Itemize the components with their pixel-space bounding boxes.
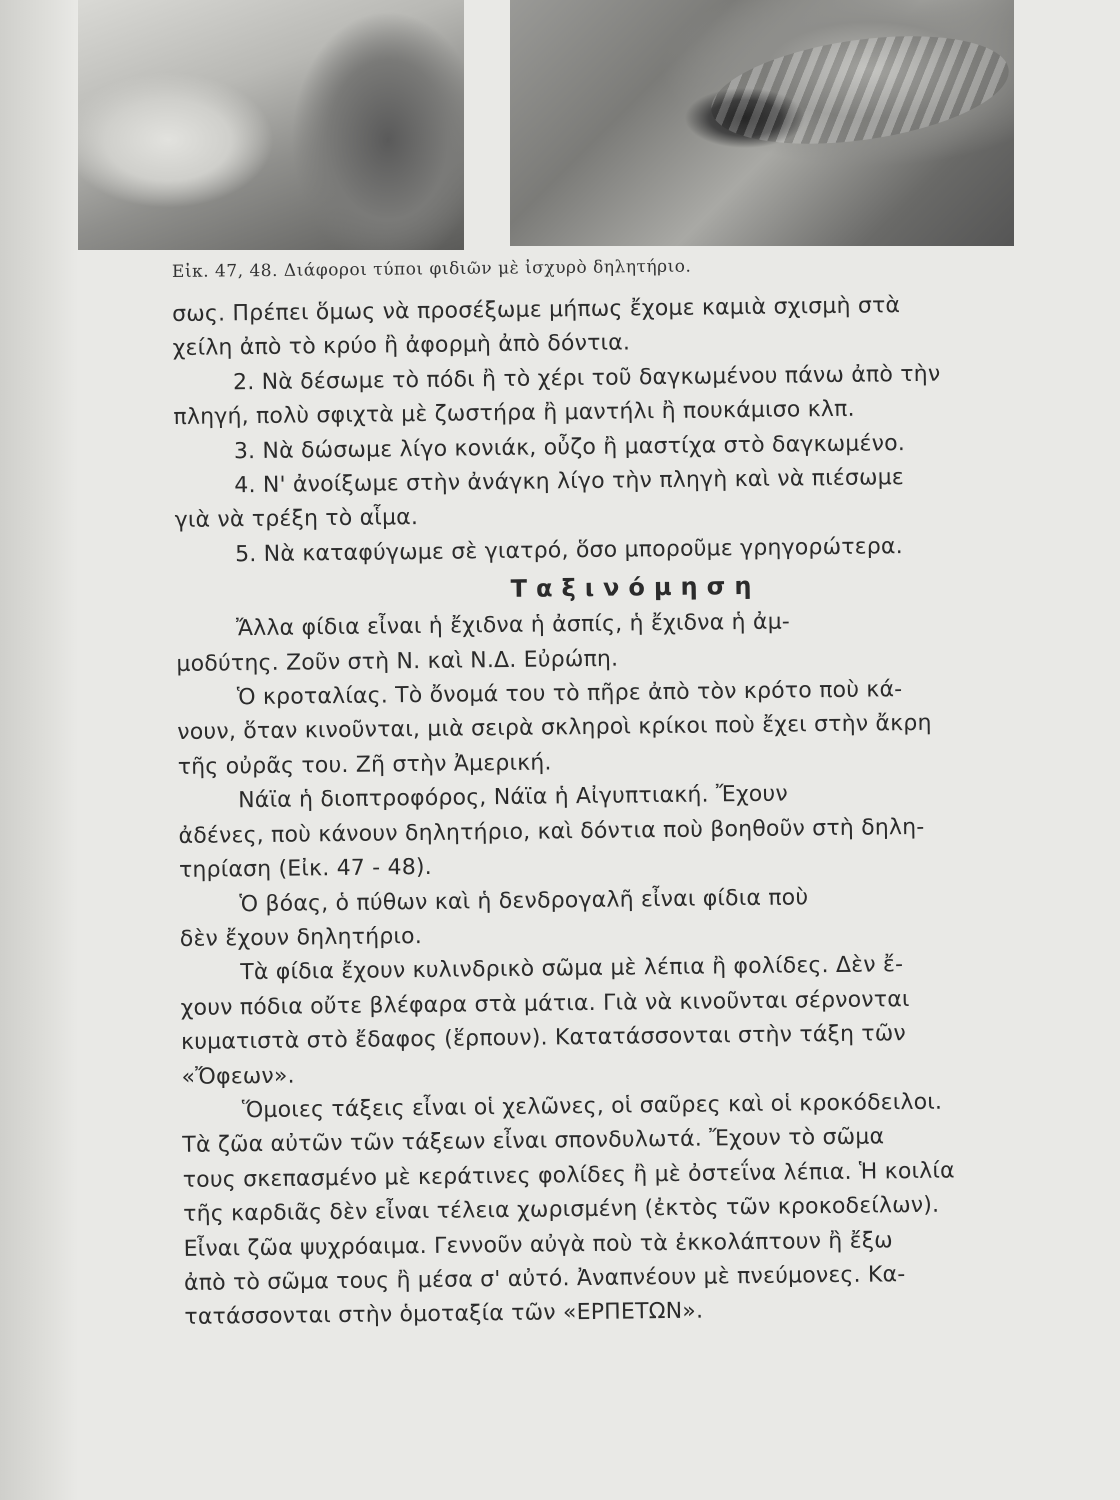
list-item: 5. Νὰ καταφύγωμε σὲ γιατρό, ὅσο μποροῦμε γρηγορώτερα. <box>234 533 904 568</box>
paragraph-line: Ὁ κροταλίας. Τὸ ὄνομά του τὸ πῆρε ἀπὸ τὸν κρότο ποὺ κά- <box>236 677 903 711</box>
list-item: 2. Νὰ δέσωμε τὸ πόδι ἢ τὸ χέρι τοῦ δαγκωμένου πάνω ἀπὸ τὴν <box>232 361 941 396</box>
section-heading: Ταξινόμηση <box>510 572 761 604</box>
paragraph-line: χείλη ἀπὸ τὸ κρύο ἢ ἀφορμὴ ἀπὸ δόντια. <box>172 330 631 362</box>
paragraph-line: τηρίαση (Εἰκ. 47 - 48). <box>178 854 433 884</box>
paragraph-line: Εἶναι ζῶα ψυχρόαιμα. Γεννοῦν αὐγὰ ποὺ τὰ ἐκκολάπτουν ἢ ἔξω <box>183 1227 893 1262</box>
paragraph-line: ἀπὸ τὸ σῶμα τους ἢ μέσα σ' αὐτό. Ἀναπνέουν μὲ πνεύμονες. Κα- <box>183 1262 906 1296</box>
paragraph-line: μοδύτης. Ζοῦν στὴ Ν. καὶ Ν.Δ. Εὐρώπη. <box>176 646 619 677</box>
paragraph-line: τους σκεπασμένο μὲ κεράτινες φολίδες ἢ μὲ ὀστεΐνα λέπια. Ἡ κοιλία <box>182 1158 955 1193</box>
paragraph-line: Ὁ βόας, ὁ πύθων καὶ ἡ δενδρογαλῆ εἶναι φίδια ποὺ <box>239 884 809 917</box>
paragraph-line: Νάϊα ἡ διοπτροφόρος, Νάϊα ἡ Αἰγυπτιακή. Ἔχουν <box>237 781 789 814</box>
paragraph-line: Τὰ φίδια ἔχουν κυλινδρικὸ σῶμα μὲ λέπια ἢ φολίδες. Δὲν ἔ- <box>240 952 904 986</box>
paragraph-line: ἀδένες, ποὺ κάνουν δηλητήριο, καὶ δόντια ποὺ βοηθοῦν στὴ δηλη- <box>178 814 925 849</box>
paragraph-line: Τὰ ζῶα αὐτῶν τῶν τάξεων εἶναι σπονδυλωτά. Ἔχουν τὸ σῶμα <box>182 1124 885 1159</box>
page-text <box>172 287 1065 1335</box>
snake-photo-hand <box>78 0 464 250</box>
paragraph-line: Ἄλλα φίδια εἶναι ἡ ἔχιδνα ἡ ἀσπίς, ἡ ἔχιδνα ἡ ἀμ- <box>235 609 791 642</box>
paragraph-line: νουν, ὅταν κινοῦνται, μιὰ σειρὰ σκληροὶ κρίκοι ποὺ ἔχει στὴν ἄκρη <box>177 711 932 746</box>
paragraph-line: χουν πόδια οὔτε βλέφαρα στὰ μάτια. Γιὰ νὰ κινοῦνται σέρνονται <box>180 986 910 1021</box>
page-shadow <box>0 0 78 1500</box>
paragraph-line: τῆς καρδιᾶς δὲν εἶναι τέλεια χωρισμένη (ἐκτὸς τῶν κροκοδείλων). <box>183 1192 940 1228</box>
snake-photo-head <box>510 0 1014 246</box>
list-item: 3. Νὰ δώσωμε λίγο κονιάκ, οὖζο ἢ μαστίχα στὸ δαγκωμένο. <box>233 430 906 464</box>
paragraph-line: γιὰ νὰ τρέξη τὸ αἷμα. <box>174 505 419 534</box>
paragraph-line: σως. Πρέπει ὅμως νὰ προσέξωμε μήπως ἔχομε καμιὰ σχισμὴ στὰ <box>172 293 901 327</box>
paragraph-line: πληγή, πολὺ σφιχτὰ μὲ ζωστήρα ἢ μαντήλι ἢ πουκάμισο κλπ. <box>173 396 855 431</box>
figure-caption: Εἰκ. 47, 48. Διάφοροι τύποι φιδιῶν μὲ ἰσχυρὸ δηλητήριο. <box>171 256 692 282</box>
paragraph-line: Ὅμοιες τάξεις εἶναι οἱ χελῶνες, οἱ σαῦρες καὶ οἱ κροκόδειλοι. <box>241 1089 943 1124</box>
paragraph-line: τατάσσονται στὴν ὁμοταξία τῶν «ΕΡΠΕΤΩΝ». <box>184 1298 704 1331</box>
paragraph-line: τῆς οὐρᾶς του. Ζῆ στὴν Ἀμερική. <box>177 750 552 780</box>
paragraph-line: δὲν ἔχουν δηλητήριο. <box>179 923 423 952</box>
paragraph-line: κυματιστὰ στὸ ἔδαφος (ἕρπουν). Κατατάσσονται στὴν τάξη τῶν <box>180 1021 907 1056</box>
list-item: 4. Ν' ἀνοίξωμε στὴν ἀνάγκη λίγο τὴν πληγὴ καὶ νὰ πιέσωμε <box>234 465 905 499</box>
paragraph-line: «Ὄφεων». <box>181 1063 295 1090</box>
